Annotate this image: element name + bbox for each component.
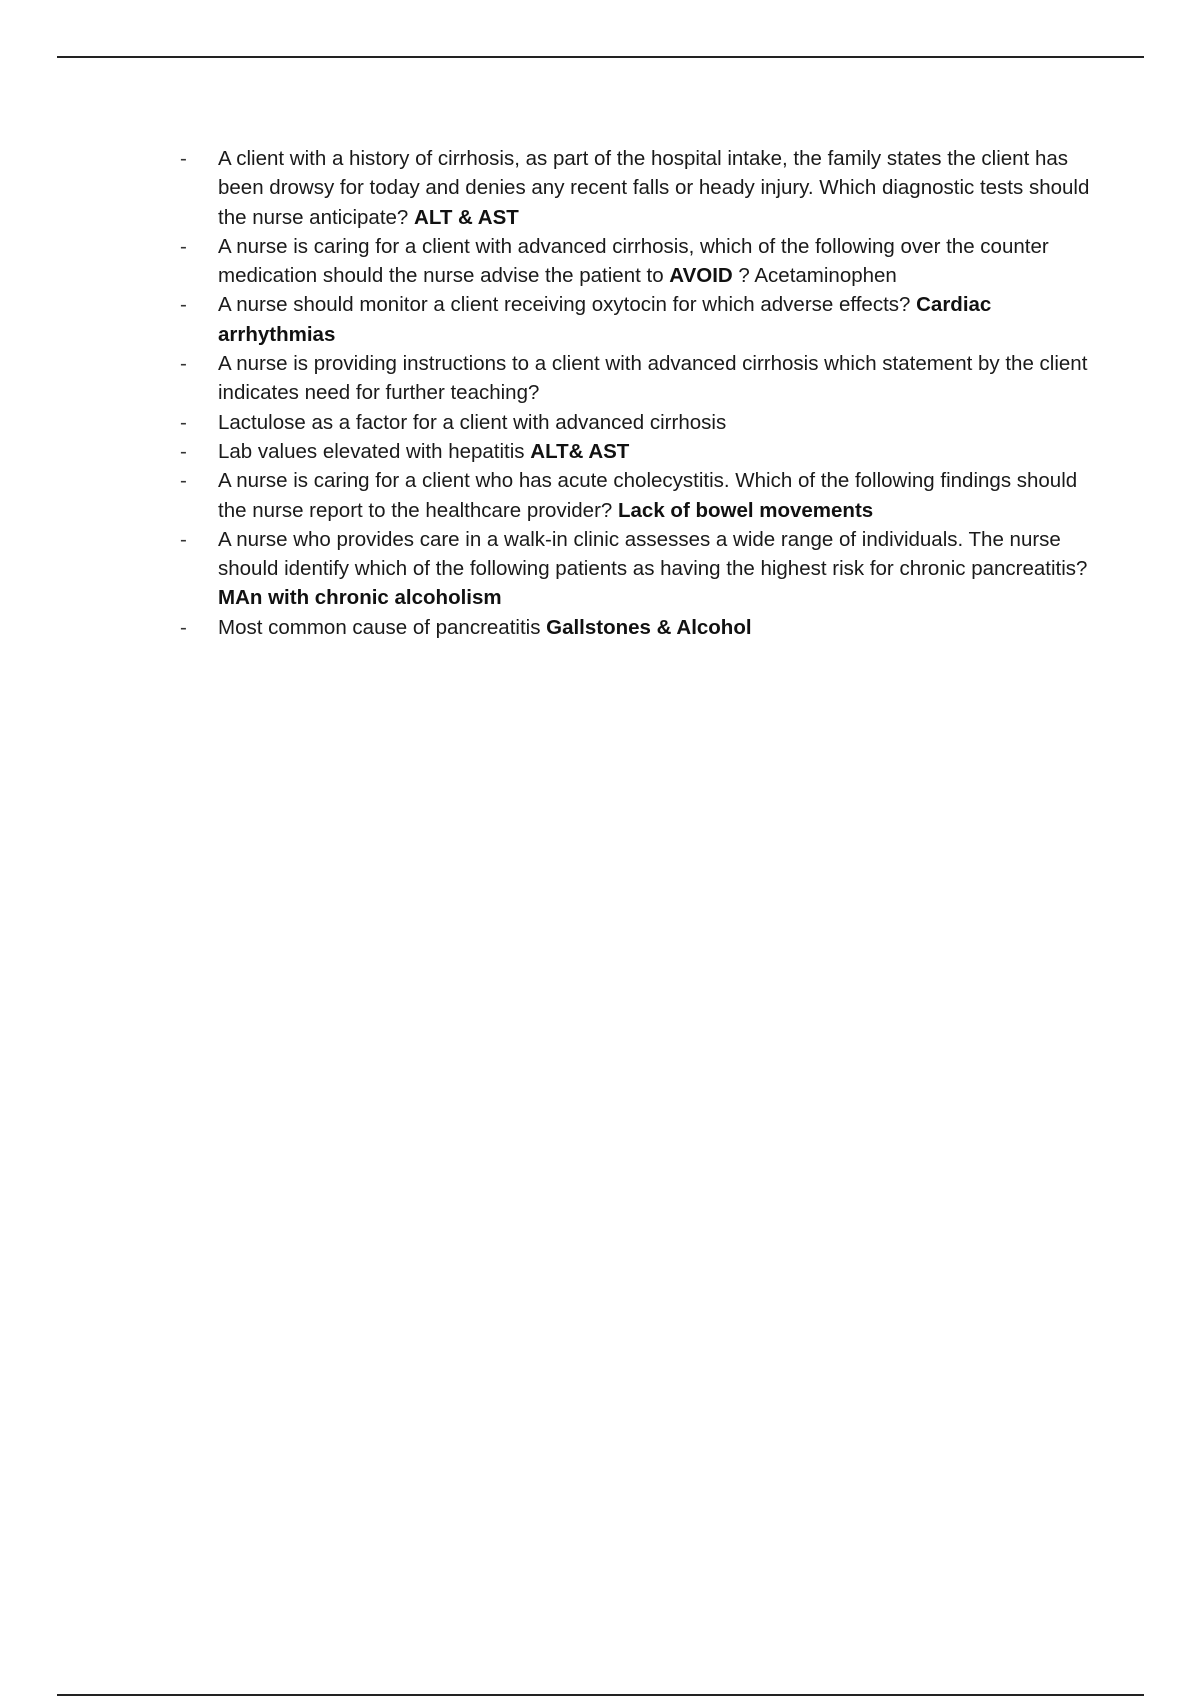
trailing-text: ? Acetaminophen — [732, 264, 897, 288]
question-text: Most common cause of pancreatitis — [218, 615, 547, 639]
bullet-dash: - — [180, 615, 187, 639]
answer-text: Cardiac arrhythmias — [218, 293, 992, 346]
list-item — [180, 408, 1110, 437]
bullet-dash: - — [180, 469, 187, 493]
header-rule — [57, 56, 1144, 58]
list-item — [180, 290, 1110, 349]
question-text: A nurse is caring for a client who has acute cholecystitis. Which of the following findings should the nurse report to the healthcare provider? — [218, 469, 1078, 522]
list-item — [180, 613, 1110, 642]
document-body — [180, 144, 1110, 642]
list-item — [180, 144, 1110, 232]
list-item — [180, 232, 1110, 291]
list-item — [180, 437, 1110, 466]
question-text: A nurse is providing instructions to a client with advanced cirrhosis which statement by the client indicates need for further teaching? — [218, 352, 1088, 405]
question-text: Lab values elevated with hepatitis — [218, 439, 531, 463]
question-text: A nurse should monitor a client receiving oxytocin for which adverse effects? — [218, 293, 917, 317]
answer-text: MAn with chronic alcoholism — [218, 586, 502, 610]
list-item — [180, 525, 1110, 613]
bullet-dash: - — [180, 234, 187, 258]
answer-text: Gallstones & Alcohol — [546, 615, 752, 639]
bullet-dash: - — [180, 439, 187, 463]
bullet-dash: - — [180, 410, 187, 434]
footer-rule — [57, 1694, 1144, 1696]
question-text: A nurse is caring for a client with advanced cirrhosis, which of the following over the counter medication should the nurse advise the patient to — [218, 234, 1049, 288]
bullet-dash: - — [180, 293, 187, 317]
list-item — [180, 349, 1110, 408]
answer-text: ALT& AST — [530, 439, 630, 463]
question-text: Lactulose as a factor for a client with advanced cirrhosis — [218, 410, 727, 434]
question-list — [180, 144, 1110, 642]
answer-text: ALT & AST — [414, 205, 519, 229]
bullet-dash: - — [180, 352, 187, 376]
answer-text: AVOID — [669, 264, 733, 288]
question-text: A client with a history of cirrhosis, as part of the hospital intake, the family states the client has been drowsy for today and denies any recent falls or heady injury. Which diagnostic tests should the nurse anticipate? — [218, 147, 1090, 229]
question-text: A nurse who provides care in a walk-in clinic assesses a wide range of individuals. The nurse should identify which of the following patients as having the highest risk for chronic pancreatitis? — [218, 527, 1088, 581]
answer-text: Lack of bowel movements — [618, 498, 874, 522]
list-item — [180, 466, 1110, 525]
bullet-dash: - — [180, 147, 187, 170]
bullet-dash: - — [180, 527, 187, 551]
